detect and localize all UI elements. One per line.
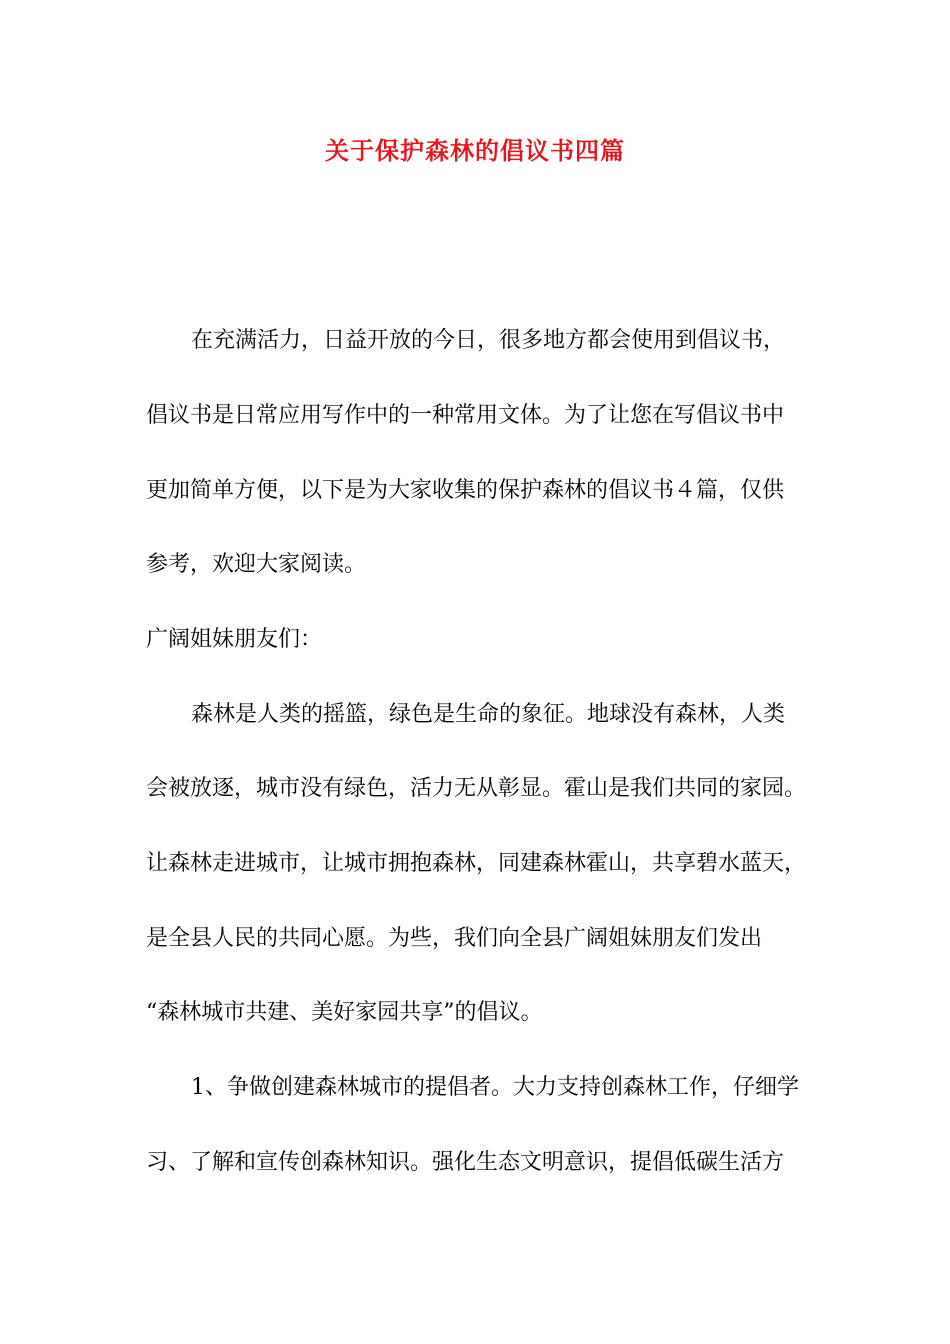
paragraph-line: 是全县人民的共同心愿。为些，我们向全县广阔姐妹朋友们发出	[146, 926, 763, 951]
document-title: 关于保护森林的倡议书四篇	[325, 137, 625, 165]
salutation-line: 广阔姐妹朋友们：	[146, 627, 323, 652]
paragraph-line: 在充满活力，日益开放的今日，很多地方都会使用到倡议书，	[191, 328, 786, 353]
paragraph-line: “森林城市共建、美好家园共享”的倡议。	[146, 1000, 543, 1025]
paragraph-line: 更加简单方便，以下是为大家收集的保护森林的倡议书４篇，仅供	[146, 478, 785, 503]
paragraph-line: 会被放逐，城市没有绿色，活力无从彰显。霍山是我们共同的家园。	[146, 776, 807, 801]
paragraph-line: 1、争做创建森林城市的提倡者。大力支持创森林工作，仔细学	[191, 1075, 799, 1100]
paragraph-line: 森林是人类的摇篮，绿色是生命的象征。地球没有森林，人类	[191, 702, 786, 727]
paragraph-line: 倡议书是日常应用写作中的一种常用文体。为了让您在写倡议书中	[146, 403, 785, 428]
paragraph-line: 让森林走进城市，让城市拥抱森林，同建森林霍山，共享碧水蓝天，	[146, 851, 807, 876]
paragraph-line: 习、了解和宣传创森林知识。强化生态文明意识，提倡低碳生活方	[146, 1150, 785, 1175]
paragraph-line: 参考，欢迎大家阅读。	[146, 552, 367, 577]
